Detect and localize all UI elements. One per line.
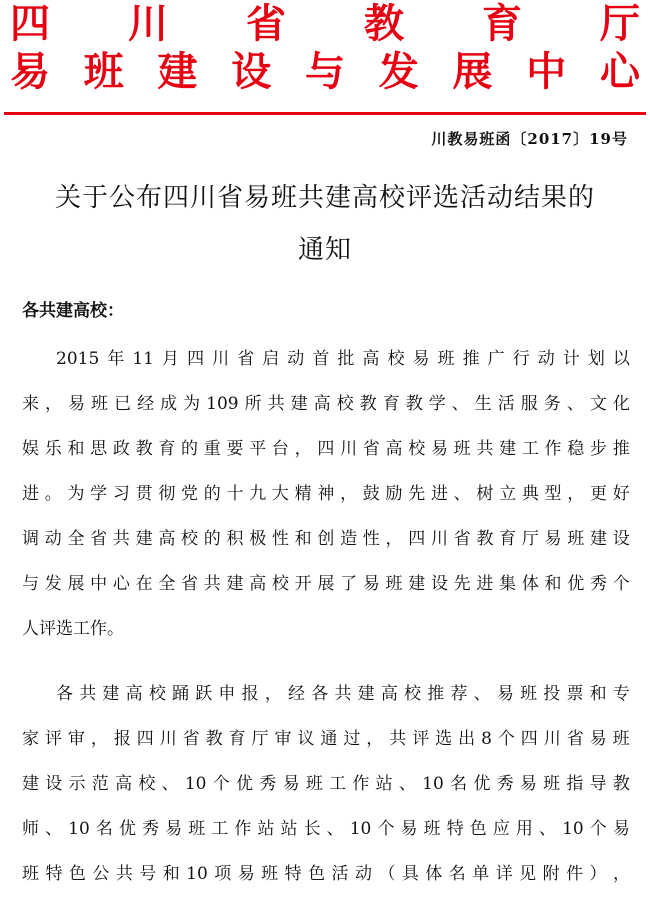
issuer-char: 四	[10, 1, 50, 47]
red-header-rule	[4, 112, 646, 115]
paragraph-line: 人评选工作。	[22, 619, 124, 639]
document-title-line-1: 关于公布四川省易班共建高校评选活动结果的	[54, 183, 595, 213]
issuer-char: 中	[526, 49, 567, 95]
issuer-char: 厅	[600, 1, 640, 47]
issuer-char: 与	[305, 49, 345, 95]
paragraph-line: 班 特 色 公 共 号 和 10 项 易 班 特 色 活 动 （ 具 体 名 单 详 见 附 件 ） ，	[22, 864, 630, 884]
document-number: 川教易班函〔2017〕19号	[431, 130, 628, 148]
body-paragraph-2	[22, 672, 630, 897]
issuer-char: 心	[600, 49, 640, 95]
issuer-char: 川	[128, 1, 168, 47]
body-paragraph-1	[22, 337, 630, 652]
paragraph-line: 各 共 建 高 校 踊 跃 申 报 ， 经 各 共 建 高 校 推 荐 、 易 班 投 票 和 专	[56, 684, 630, 704]
issuer-char: 发	[378, 49, 419, 95]
document-title-line-2: 通知	[297, 235, 352, 265]
issuer-char: 育	[482, 1, 522, 47]
paragraph-line: 调 动 全 省 共 建 高 校 的 积 极 性 和 创 造 性 ， 四 川 省 教 育 厅 易 班 建 设	[22, 529, 630, 549]
issuer-char: 班	[83, 49, 124, 95]
paragraph-line: 2015 年 11 月 四 川 省 启 动 首 批 高 校 易 班 推 广 行 动 计 划 以	[56, 349, 630, 369]
paragraph-line: 与 发 展 中 心 在 全 省 共 建 高 校 开 展 了 易 班 建 设 先 进 集 体 和 优 秀 个	[22, 574, 630, 594]
paragraph-line: 建 设 示 范 高 校 、 10 个 优 秀 易 班 工 作 站 、 10 名 优 秀 易 班 指 导 教	[22, 774, 630, 794]
salutation: 各共建高校：	[22, 301, 124, 321]
issuer-char: 教	[364, 1, 404, 47]
issuer-char: 省	[246, 1, 286, 47]
paragraph-line: 进 。 为 学 习 贯 彻 党 的 十 九 大 精 神 ， 鼓 励 先 进 、 树 立 典 型 ， 更 好	[22, 484, 630, 504]
paragraph-line: 来 ， 易 班 已 经 成 为 109 所 共 建 高 校 教 育 教 学 、 生 活 服 务 、 文 化	[22, 394, 630, 414]
paragraph-line: 家 评 审 ， 报 四 川 省 教 育 厅 审 议 通 过 ， 共 评 选 出 8 个 四 川 省 易 班	[22, 729, 630, 749]
issuer-char: 设	[231, 49, 272, 95]
issuer-char: 建	[157, 49, 198, 95]
paragraph-line: 师 、 10 名 优 秀 易 班 工 作 站 站 长 、 10 个 易 班 特 色 应 用 、 10 个 易	[22, 819, 630, 839]
issuer-char: 展	[452, 49, 493, 95]
issuer-char: 易	[10, 49, 50, 95]
paragraph-line: 娱 乐 和 思 政 教 育 的 重 要 平 台 ， 四 川 省 高 校 易 班 共 建 工 作 稳 步 推	[22, 439, 630, 459]
issuer-name-line-2	[10, 48, 640, 96]
issuer-name-line-1	[10, 0, 640, 48]
